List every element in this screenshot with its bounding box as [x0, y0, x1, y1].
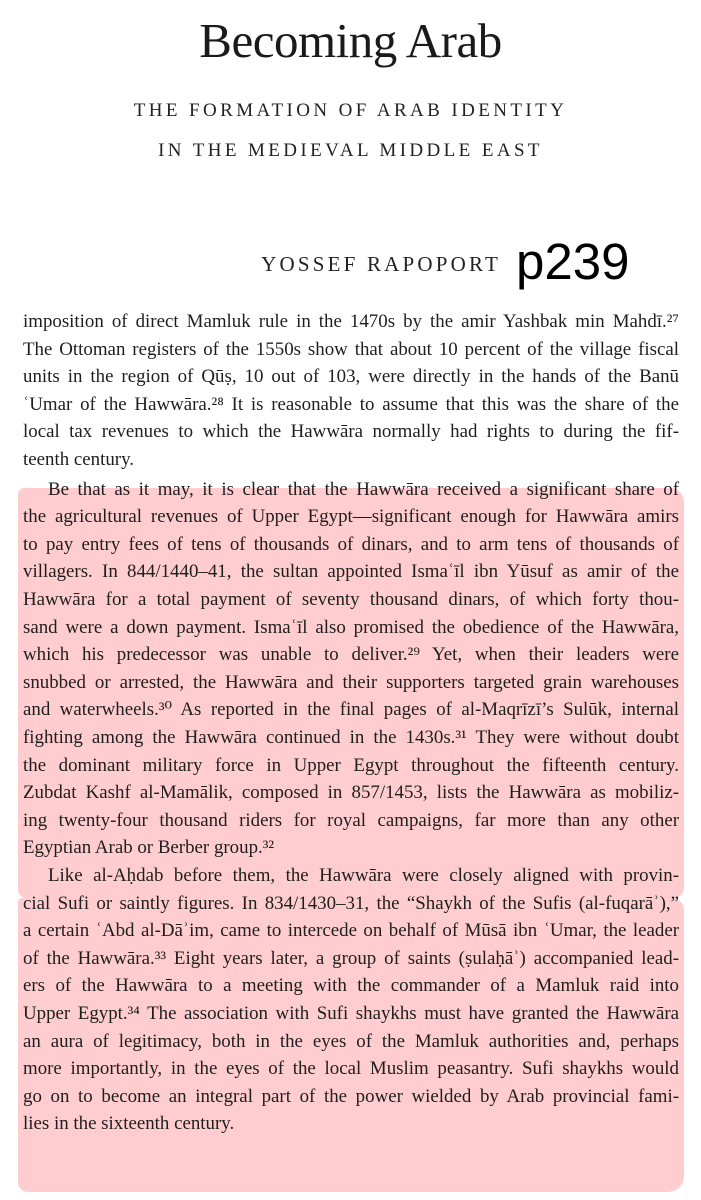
page-number-annotation: p239 — [516, 233, 630, 290]
text-line: to pay entry fees of tens of thousands of dinars, and to arm tens of thousands of — [23, 533, 679, 555]
text-line: ʿUmar of the Hawwāra.²⁸ It is reasonable to assume that this was the share of the — [23, 393, 679, 415]
text-line: Hawwāra for a total payment of seventy thousand dinars, of which forty thou- — [23, 589, 679, 610]
text-line: Like al-Aḥdab before them, the Hawwāra were closely aligned with provin- — [48, 865, 679, 886]
text-line: lies in the sixteenth century. — [23, 1113, 235, 1135]
text-line: units in the region of Qūṣ, 10 out of 103, were directly in the hands of the Banū — [23, 366, 679, 388]
text-line: the dominant military force in Upper Egypt throughout the fifteenth century. — [23, 754, 679, 776]
text-line: snubbed or arrested, the Hawwāra and their supporters targeted grain warehouses — [23, 671, 679, 693]
book-title: Becoming Arab — [199, 13, 502, 68]
text-line: of the Hawwāra.³³ Eight years later, a group of saints (ṣulaḥāʾ) accompanied lead- — [23, 947, 679, 969]
text-line: more importantly, in the eyes of the local Muslim peasantry. Sufi shaykhs would — [23, 1058, 679, 1080]
text-line: fighting among the Hawwāra continued in the 1430s.³¹ They were without doubt — [23, 727, 679, 748]
text-line: and waterwheels.³⁰ As reported in the final pages of al-Maqrīzī’s Sulūk, internal — [23, 699, 679, 721]
text-line: an aura of legitimacy, both in the eyes of the Mamluk authorities and, perhaps — [23, 1030, 679, 1052]
text-line: go on to become an integral part of the power wielded by Arab provincial fami- — [23, 1085, 679, 1107]
text-line: ing twenty-four thousand riders for royal campaigns, far more than any other — [23, 809, 679, 831]
text-line: local tax revenues to which the Hawwāra normally had rights to during the fif- — [23, 421, 679, 443]
text-line: cial Sufi or saintly figures. In 834/1430–31, the “Shaykh of the Sufis (al-fuqarāʾ),” — [23, 892, 679, 914]
text-line: The Ottoman registers of the 1550s show that about 10 percent of the village fiscal — [23, 338, 679, 360]
text-line: Be that as it may, it is clear that the Hawwāra received a significant share of — [48, 478, 679, 500]
text-line: which his predecessor was unable to deliver.²⁹ Yet, when their leaders were — [23, 644, 679, 666]
text-line: Zubdat Kashf al-Mamālik, composed in 857/1453, lists the Hawwāra as mobiliz- — [23, 782, 679, 804]
text-line: the agricultural revenues of Upper Egypt—significant enough for Hawwāra amirs — [23, 506, 679, 528]
book-subtitle-line-2: IN THE MEDIEVAL MIDDLE EAST — [158, 140, 543, 161]
text-line: teenth century. — [23, 449, 135, 470]
text-line: a certain ʿAbd al-Dāʾim, came to intercede on behalf of Mūsā ibn ʿUmar, the leader — [23, 920, 679, 942]
text-line: imposition of direct Mamluk rule in the 1470s by the amir Yashbak min Mahdī.²⁷ — [23, 311, 679, 332]
author-name: YOSSEF RAPOPORT — [261, 252, 501, 276]
text-line: sand were a down payment. Ismaʿīl also promised the obedience of the Hawwāra, — [23, 616, 679, 638]
book-subtitle-line-1: THE FORMATION OF ARAB IDENTITY — [133, 100, 568, 121]
text-line: ers of the Hawwāra to a meeting with the commander of a Mamluk raid into — [23, 975, 679, 997]
text-line: Egyptian Arab or Berber group.³² — [23, 837, 275, 859]
text-line: Upper Egypt.³⁴ The association with Sufi shaykhs must have granted the Hawwāra — [23, 1003, 679, 1024]
text-line: villagers. In 844/1440–41, the sultan appointed Ismaʿīl ibn Yūsuf as amir of the — [23, 561, 679, 583]
